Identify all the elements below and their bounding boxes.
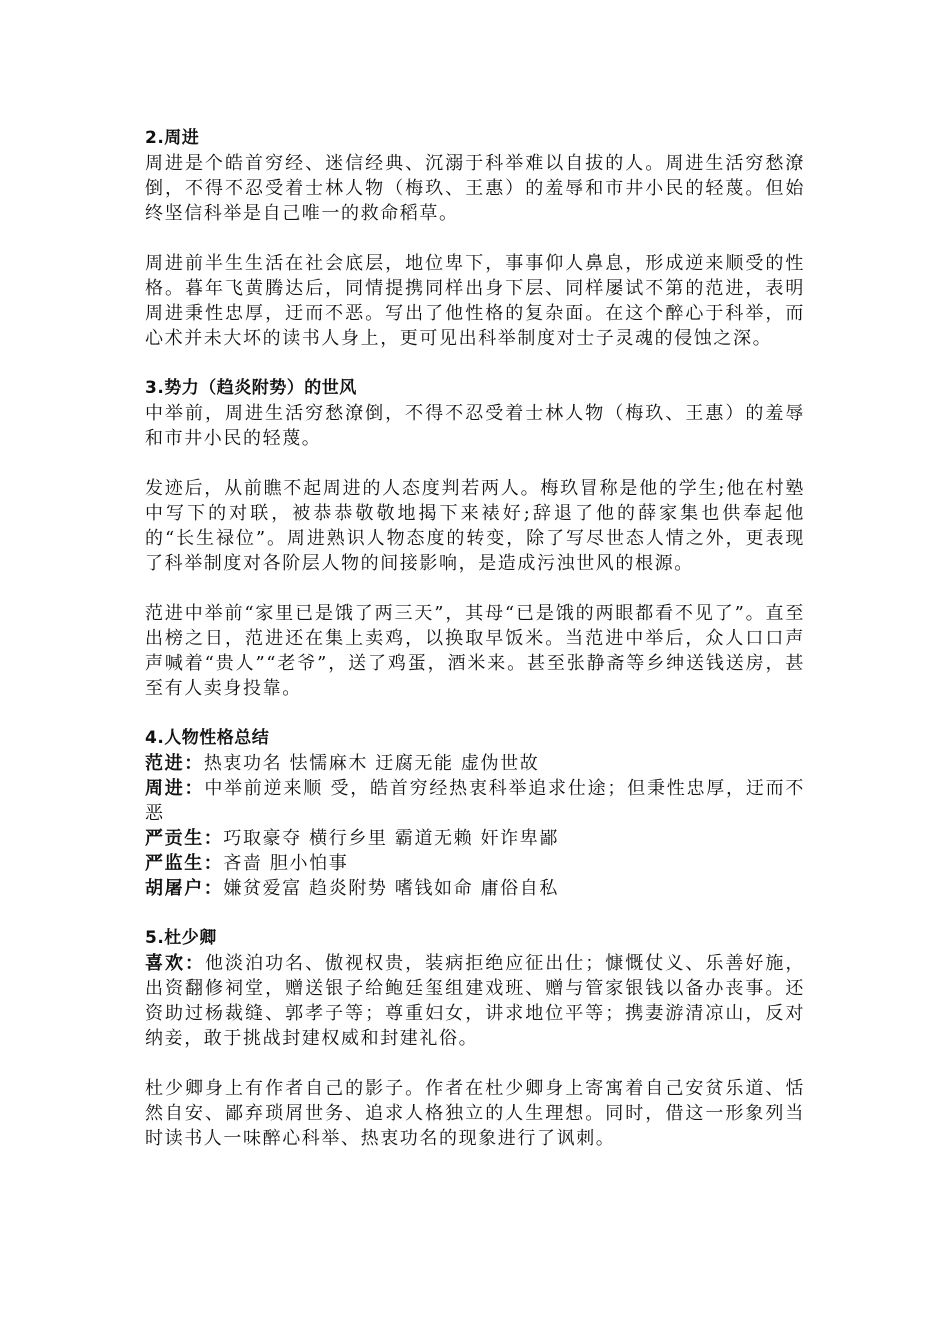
summary-row-zhoujin (145, 776, 805, 826)
paragraph: 发迹后，从前瞧不起周进的人态度判若两人。梅玖冒称是他的学生;他在村塾中写下的对联，被恭恭敬敬地揭下来裱好;辞退了他的薛家集也供奉起他的“长生禄位”。周进熟识人物态度的转变，除了写尽世态人情之外，更表现了科举制度对各阶层人物的间接影响，是造成污浊世风的根源。 (145, 478, 805, 574)
summary-row-fanjin (145, 751, 805, 776)
row-label: 范进： (145, 753, 204, 774)
paragraph-like (145, 951, 805, 1051)
row-text: 吝啬 胆小怕事 (223, 853, 349, 874)
paragraph-gap (145, 701, 805, 726)
paragraph-gap (145, 226, 805, 251)
row-text: 嫌贫爱富 趋炎附势 嗜钱如命 庸俗自私 (223, 878, 559, 899)
document-page (145, 126, 805, 1151)
like-label: 喜欢： (145, 953, 206, 974)
section-heading-zhoujin: 2.周进 (145, 128, 200, 148)
row-text: 巧取豪夺 横行乡里 霸道无赖 奸诈卑鄙 (223, 828, 559, 849)
paragraph-gap (145, 901, 805, 926)
row-text: 热衷功名 怯懦麻木 迂腐无能 虚伪世故 (203, 753, 540, 774)
paragraph-gap (145, 1051, 805, 1076)
summary-row-yangongsheng (145, 826, 805, 851)
row-label: 周进： (145, 778, 205, 799)
section-heading-dushaoqing: 5.杜少卿 (145, 928, 217, 948)
paragraph-gap (145, 576, 805, 601)
paragraph: 周进前半生生活在社会底层，地位卑下，事事仰人鼻息，形成逆来顺受的性格。暮年飞黄腾达后，同情提携同样出身下层、同样屡试不第的范进，表明周进秉性忠厚，迂而不恶。写出了他性格的复杂面。在这个醉心于科举，而心术并未大坏的读书人身上，更可见出科举制度对士子灵魂的侵蚀之深。 (145, 253, 805, 349)
like-text: 他淡泊功名、傲视权贵，装病拒绝应征出仕；慷慨仗义、乐善好施，出资翻修祠堂，赠送银子给鲍廷玺组建戏班、赠与管家银钱以备办丧事。还资助过杨裁缝、郭孝子等；尊重妇女，讲求地位平等；携妻游清凉山，反对纳妾，敢于挑战封建权威和封建礼俗。 (145, 953, 805, 1049)
section-heading-shili: 3.势力（趋炎附势）的世风 (145, 378, 357, 398)
paragraph: 杜少卿身上有作者自己的影子。作者在杜少卿身上寄寓着自己安贫乐道、恬然自安、鄙弃琐屑世务、追求人格独立的人生理想。同时，借这一形象列当时读书人一味醉心科举、热衷功名的现象进行了讽刺。 (145, 1078, 805, 1149)
paragraph: 中举前，周进生活穷愁潦倒，不得不忍受着士林人物（梅玖、王惠）的羞辱和市井小民的轻蔑。 (145, 403, 805, 449)
row-label: 胡屠户： (145, 878, 224, 899)
paragraph-gap (145, 351, 805, 376)
paragraph: 周进是个皓首穷经、迷信经典、沉溺于科举难以自拔的人。周进生活穷愁潦倒，不得不忍受着士林人物（梅玖、王惠）的羞辱和市井小民的轻蔑。但始终坚信科举是自己唯一的救命稻草。 (145, 153, 805, 224)
row-label: 严贡生： (145, 828, 224, 849)
summary-row-yanjiansheng (145, 851, 805, 876)
paragraph: 范进中举前“家里已是饿了两三天”，其母“已是饿的两眼都看不见了”。直至出榜之日，范进还在集上卖鸡，以换取早饭米。当范进中举后，众人口口声声喊着“贵人”“老爷”，送了鸡蛋，酒米来。甚至张静斋等乡绅送钱送房，甚至有人卖身投靠。 (145, 603, 805, 699)
paragraph-gap (145, 451, 805, 476)
section-heading-summary: 4.人物性格总结 (145, 728, 270, 748)
row-label: 严监生： (145, 853, 224, 874)
summary-row-hutuhu (145, 876, 805, 901)
row-text: 中举前逆来顺 受，皓首穷经热衷科举追求仕途；但秉性忠厚，迂而不恶 (145, 778, 805, 824)
